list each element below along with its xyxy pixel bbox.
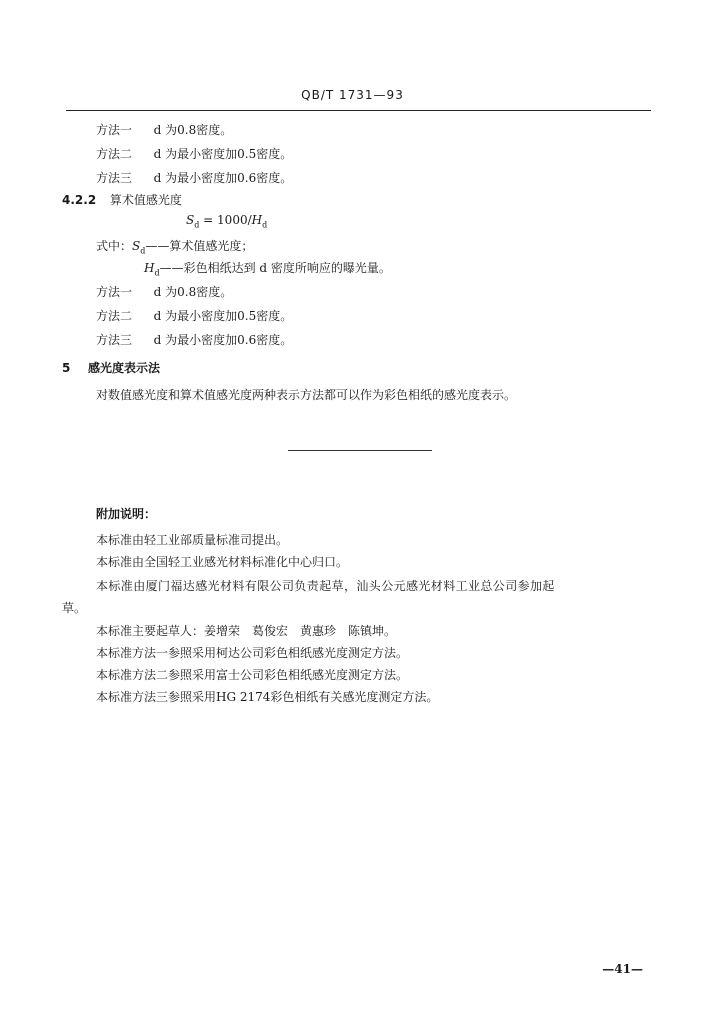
- section-title: 算术值感光度: [109, 193, 182, 207]
- method-one-line: [96, 121, 232, 138]
- appendix-line: 本标准方法二参照采用富士公司彩色相纸感光度测定方法。: [96, 668, 409, 682]
- method-label: 方法三: [96, 333, 133, 347]
- appendix-line: 本标准方法一参照采用柯达公司彩色相纸感光度测定方法。: [96, 646, 409, 660]
- where-h-line: [144, 259, 391, 277]
- standard-code-header: QB/T 1731—93: [301, 88, 404, 102]
- section-divider: [288, 450, 432, 451]
- method-text: d 为0.8密度。: [153, 285, 233, 299]
- formula-rhs-sub: d: [262, 220, 268, 230]
- method-text: d 为最小密度加0.5密度。: [153, 147, 293, 161]
- section-5-body: 对数值感光度和算术值感光度两种表示方法都可以作为彩色相纸的感光度表示。: [96, 388, 517, 402]
- method-label: 方法二: [96, 147, 133, 161]
- method-label: 方法二: [96, 309, 133, 323]
- method-text: d 为最小密度加0.6密度。: [153, 171, 293, 185]
- section-4-2-2-heading: [62, 191, 182, 208]
- header-rule: [66, 110, 651, 111]
- section-number: 4.2.2: [62, 193, 97, 207]
- where-s-line: [96, 237, 253, 255]
- appendix-line: 本标准由全国轻工业感光材料标准化中心归口。: [96, 555, 349, 569]
- where-s-sub: d: [140, 246, 146, 256]
- appendix-line-continuation: 草。: [62, 601, 87, 615]
- where-h-sub: d: [154, 268, 160, 278]
- section-number: 5: [62, 361, 71, 375]
- method-label: 方法一: [96, 123, 133, 137]
- appendix-title: 附加说明：: [96, 507, 157, 521]
- where-h-symbol: H: [144, 261, 155, 275]
- formula-eq: = 1000/: [199, 213, 252, 227]
- appendix-line: 本标准方法三参照采用HG 2174彩色相纸有关感光度测定方法。: [96, 690, 439, 704]
- where-s-desc: ——算术值感光度；: [145, 239, 254, 253]
- section-title: 感光度表示法: [88, 361, 161, 375]
- method-two-line: [96, 145, 292, 162]
- appendix-line: 本标准由厦门福达感光材料有限公司负责起草，汕头公元感光材料工业总公司参加起: [96, 579, 555, 593]
- where-prefix: 式中：: [96, 239, 133, 253]
- method-two-line: [96, 307, 292, 324]
- page-number: —41—: [602, 962, 643, 976]
- method-label: 方法三: [96, 171, 133, 185]
- method-text: d 为最小密度加0.6密度。: [153, 333, 293, 347]
- method-label: 方法一: [96, 285, 133, 299]
- appendix-line: 本标准主要起草人：姜增荣 葛俊宏 黄惠珍 陈镇坤。: [96, 624, 397, 638]
- where-h-desc: ——彩色相纸达到 d 密度所响应的曝光量。: [159, 261, 391, 275]
- where-s-symbol: S: [132, 239, 141, 253]
- formula: [186, 213, 267, 229]
- method-text: d 为最小密度加0.5密度。: [153, 309, 293, 323]
- formula-lhs-sub: d: [194, 220, 200, 230]
- section-5-heading: [62, 359, 160, 376]
- appendix-line: 本标准由轻工业部质量标准司提出。: [96, 533, 289, 547]
- method-one-line: [96, 283, 232, 300]
- method-text: d 为0.8密度。: [153, 123, 233, 137]
- formula-lhs: S: [186, 213, 195, 227]
- method-three-line: [96, 169, 292, 186]
- formula-rhs: H: [251, 213, 263, 227]
- method-three-line: [96, 331, 292, 348]
